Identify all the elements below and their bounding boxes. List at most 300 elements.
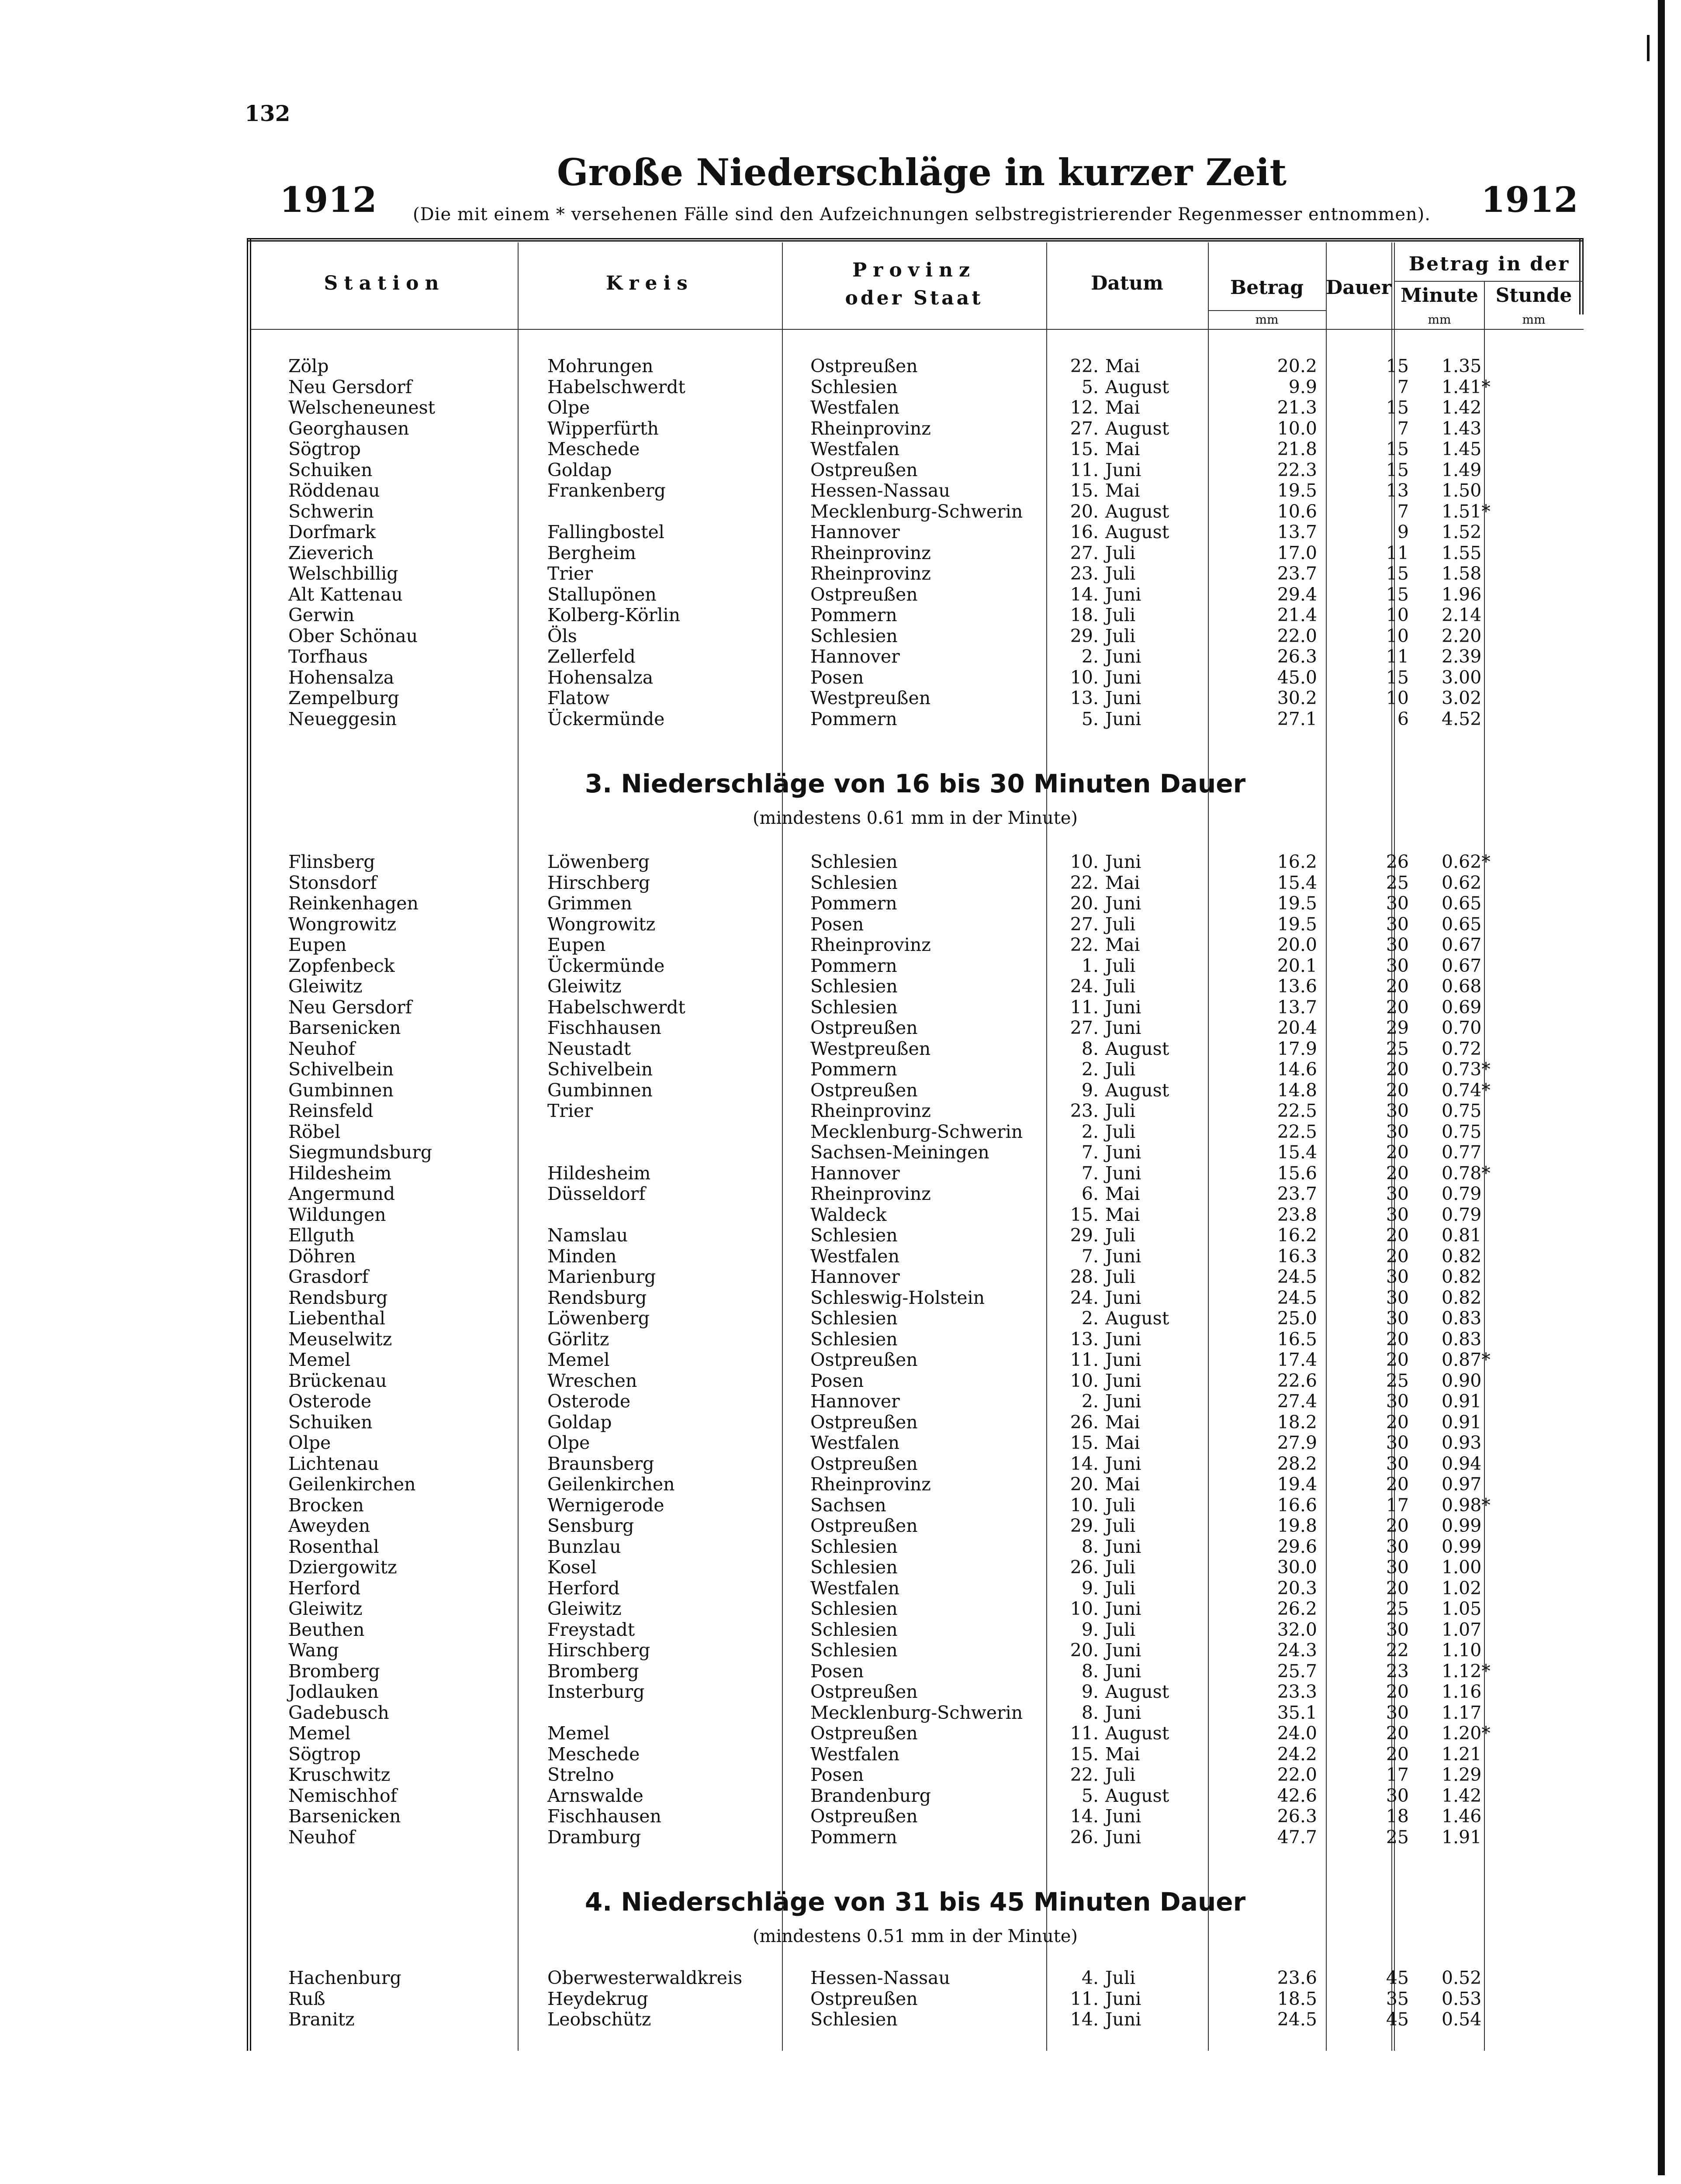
- kreis-cell: Mohrungen: [547, 356, 654, 377]
- provinz-cell: Schlesien: [810, 1536, 898, 1557]
- datum-day-cell: 2.: [1081, 646, 1099, 667]
- datum-day-cell: 14.: [1070, 584, 1099, 605]
- kreis-cell: Schivelbein: [547, 1059, 653, 1080]
- datum-month-cell: Juni: [1105, 459, 1141, 480]
- provinz-cell: Rheinprovinz: [810, 934, 931, 955]
- dauer-cell: 10: [1386, 688, 1409, 708]
- dauer-cell: 25: [1386, 1826, 1409, 1848]
- table-row: [247, 1080, 1584, 1101]
- header-provinz: Provinz: [852, 259, 976, 281]
- dauer-cell: 35: [1386, 1988, 1409, 2009]
- datum-month-cell: Juni: [1105, 584, 1141, 605]
- betrag-cell: 10.6: [1277, 501, 1317, 522]
- station-cell: Ellguth: [288, 1225, 355, 1246]
- datum-day-cell: 14.: [1070, 2009, 1099, 2030]
- minute-cell: 1.21: [1442, 1743, 1482, 1765]
- table-row: [247, 1225, 1584, 1246]
- betrag-cell: 15.4: [1277, 1142, 1317, 1163]
- datum-day-cell: 11.: [1070, 459, 1099, 480]
- datum-day-cell: 5.: [1081, 376, 1099, 397]
- minute-cell: 0.99: [1442, 1536, 1482, 1557]
- minute-cell: 2.20: [1442, 625, 1482, 646]
- kreis-cell: Habelschwerdt: [547, 376, 685, 397]
- station-cell: Brocken: [288, 1494, 364, 1516]
- section4-title: 4. Niederschläge von 31 bis 45 Minuten Dauer: [585, 1887, 1246, 1917]
- table-row: [247, 852, 1584, 873]
- table-row: [247, 997, 1584, 1018]
- provinz-cell: Schlesien: [810, 1619, 898, 1640]
- datum-month-cell: Juli: [1105, 563, 1136, 584]
- minute-cell: 0.53: [1442, 1988, 1482, 2009]
- station-cell: Gerwin: [288, 605, 355, 625]
- station-cell: Gleiwitz: [288, 1598, 363, 1619]
- datum-month-cell: August: [1105, 501, 1169, 522]
- dauer-cell: 30: [1386, 1619, 1409, 1640]
- station-cell: Kruschwitz: [288, 1764, 391, 1785]
- datum-day-cell: 29.: [1070, 1225, 1099, 1246]
- kreis-cell: Olpe: [547, 1432, 590, 1453]
- year-right: 1912: [1481, 179, 1578, 220]
- dauer-cell: 18: [1386, 1806, 1409, 1827]
- betrag-cell: 20.1: [1277, 955, 1317, 976]
- provinz-cell: Westfalen: [810, 1743, 899, 1765]
- header-betrag-in-der: Betrag in der: [1408, 253, 1570, 275]
- minute-cell: 1.50: [1442, 480, 1482, 501]
- betrag-cell: 16.3: [1277, 1245, 1317, 1267]
- minute-cell: 0.81: [1442, 1225, 1482, 1246]
- datum-day-cell: 10.: [1070, 1370, 1099, 1391]
- dauer-cell: 25: [1386, 1038, 1409, 1059]
- station-cell: Meuselwitz: [288, 1328, 392, 1350]
- datum-day-cell: 23.: [1070, 563, 1099, 584]
- datum-day-cell: 10.: [1070, 851, 1099, 872]
- betrag-cell: 32.0: [1277, 1619, 1317, 1640]
- datum-day-cell: 11.: [1070, 1988, 1099, 2009]
- dauer-cell: 17: [1386, 1764, 1409, 1785]
- betrag-cell: 15.4: [1277, 872, 1317, 893]
- kreis-cell: Fallingbostel: [547, 522, 664, 543]
- datum-month-cell: Juni: [1105, 996, 1141, 1018]
- section3-rows: [247, 852, 1584, 1848]
- provinz-cell: Sachsen-Meiningen: [810, 1142, 989, 1163]
- dauer-cell: 30: [1386, 1391, 1409, 1412]
- datum-day-cell: 29.: [1070, 625, 1099, 646]
- header-datum: Datum: [1091, 272, 1163, 294]
- kreis-cell: Wreschen: [547, 1370, 637, 1391]
- betrag-cell: 42.6: [1277, 1785, 1317, 1806]
- datum-day-cell: 23.: [1070, 1100, 1099, 1121]
- table-row: [247, 1039, 1584, 1060]
- station-cell: Stonsdorf: [288, 872, 377, 893]
- minute-cell: 0.52: [1442, 1967, 1482, 1988]
- datum-month-cell: Juli: [1105, 1121, 1136, 1142]
- datum-month-cell: Juli: [1105, 1515, 1136, 1536]
- station-cell: Röbel: [288, 1121, 341, 1142]
- station-cell: Hohensalza: [288, 667, 394, 688]
- station-cell: Rendsburg: [288, 1287, 388, 1308]
- betrag-cell: 22.0: [1277, 625, 1317, 646]
- datum-month-cell: Juni: [1105, 1598, 1141, 1619]
- datum-month-cell: Mai: [1105, 1183, 1140, 1204]
- minute-cell: 2.39: [1442, 646, 1482, 667]
- table-row: [247, 480, 1584, 501]
- dauer-cell: 20: [1386, 1349, 1409, 1370]
- datum-day-cell: 14.: [1070, 1806, 1099, 1827]
- datum-month-cell: August: [1105, 1681, 1169, 1702]
- datum-day-cell: 9.: [1081, 1079, 1099, 1101]
- table-row: [247, 1989, 1584, 2010]
- station-cell: Neuhof: [288, 1038, 355, 1059]
- betrag-cell: 19.5: [1277, 893, 1317, 914]
- provinz-cell: Schlesien: [810, 851, 898, 872]
- datum-day-cell: 11.: [1070, 1723, 1099, 1744]
- table-row: [247, 935, 1584, 956]
- provinz-cell: Ostpreußen: [810, 356, 918, 377]
- minute-cell: 1.45: [1442, 439, 1482, 460]
- datum-month-cell: Juli: [1105, 1494, 1136, 1516]
- table-row: [247, 1599, 1584, 1620]
- betrag-cell: 27.9: [1277, 1432, 1317, 1453]
- dauer-cell: 20: [1386, 1328, 1409, 1350]
- betrag-cell: 13.7: [1277, 522, 1317, 543]
- datum-month-cell: Juni: [1105, 1660, 1141, 1682]
- datum-day-cell: 22.: [1070, 356, 1099, 377]
- dauer-cell: 20: [1386, 1577, 1409, 1599]
- provinz-cell: Rheinprovinz: [810, 1100, 931, 1121]
- table-row: [247, 1205, 1584, 1226]
- station-cell: Neu Gersdorf: [288, 376, 412, 397]
- dauer-cell: 10: [1386, 625, 1409, 646]
- betrag-cell: 14.6: [1277, 1059, 1317, 1080]
- provinz-cell: Schlesien: [810, 872, 898, 893]
- kreis-cell: Memel: [547, 1723, 610, 1744]
- kreis-cell: Wernigerode: [547, 1494, 664, 1516]
- betrag-cell: 19.5: [1277, 913, 1317, 935]
- datum-month-cell: Juni: [1105, 1328, 1141, 1350]
- datum-day-cell: 27.: [1070, 913, 1099, 935]
- betrag-cell: 16.6: [1277, 1494, 1317, 1516]
- station-cell: Liebenthal: [288, 1308, 385, 1329]
- datum-month-cell: Juli: [1105, 1059, 1136, 1080]
- kreis-cell: Öls: [547, 625, 577, 646]
- station-cell: Geilenkirchen: [288, 1474, 416, 1495]
- kreis-cell: Herford: [547, 1577, 620, 1599]
- datum-month-cell: August: [1105, 418, 1169, 439]
- kreis-cell: Hohensalza: [547, 667, 654, 688]
- dauer-cell: 17: [1386, 1494, 1409, 1516]
- kreis-cell: Oberwesterwaldkreis: [547, 1967, 743, 1988]
- betrag-cell: 23.7: [1277, 563, 1317, 584]
- dauer-cell: 20: [1386, 1142, 1409, 1163]
- dauer-cell: 22: [1386, 1640, 1409, 1661]
- betrag-cell: 23.8: [1277, 1204, 1317, 1225]
- unit-stunde: mm: [1522, 312, 1546, 327]
- dauer-cell: 20: [1386, 976, 1409, 997]
- station-cell: Röddenau: [288, 480, 380, 501]
- table-row: [247, 1059, 1584, 1080]
- table-row: [247, 646, 1584, 667]
- betrag-cell: 16.2: [1277, 1225, 1317, 1246]
- provinz-cell: Rheinprovinz: [810, 542, 931, 563]
- page-subtitle: (Die mit einem * versehenen Fälle sind den Aufzeichnungen selbstregistrierender Regenmesser entnommen).: [413, 204, 1431, 225]
- betrag-cell: 18.2: [1277, 1411, 1317, 1433]
- betrag-cell: 16.2: [1277, 851, 1317, 872]
- datum-month-cell: Juli: [1105, 1619, 1136, 1640]
- header-dauer: Dauer: [1326, 276, 1391, 299]
- betrag-cell: 22.6: [1277, 1370, 1317, 1391]
- table-row: [247, 1968, 1584, 1989]
- betrag-cell: 21.3: [1277, 397, 1317, 418]
- datum-day-cell: 10.: [1070, 667, 1099, 688]
- provinz-cell: Posen: [810, 1370, 864, 1391]
- station-cell: Reinsfeld: [288, 1100, 374, 1121]
- kreis-cell: Eupen: [547, 934, 606, 955]
- datum-day-cell: 15.: [1070, 1432, 1099, 1453]
- provinz-cell: Westfalen: [810, 439, 899, 460]
- provinz-cell: Mecklenburg-Schwerin: [810, 1121, 1023, 1142]
- dauer-cell: 11: [1386, 646, 1409, 667]
- provinz-cell: Ostpreußen: [810, 1681, 918, 1702]
- minute-cell: 0.69: [1442, 996, 1482, 1018]
- table-row: [247, 1391, 1584, 1412]
- kreis-cell: Gleiwitz: [547, 976, 622, 997]
- dauer-cell: 29: [1386, 1017, 1409, 1038]
- table-row: [247, 1744, 1584, 1765]
- table-row: [247, 1184, 1584, 1205]
- betrag-unit-rule: [1208, 310, 1326, 311]
- header-stunde: Stunde: [1495, 284, 1572, 307]
- kreis-cell: Ückermünde: [547, 955, 665, 976]
- table-row: [247, 1412, 1584, 1433]
- table-row: [247, 439, 1584, 460]
- datum-month-cell: Mai: [1105, 439, 1140, 460]
- datum-day-cell: 4.: [1081, 1967, 1099, 1988]
- datum-month-cell: Mai: [1105, 1743, 1140, 1765]
- datum-day-cell: 29.: [1070, 1515, 1099, 1536]
- station-cell: Jodlauken: [288, 1681, 379, 1702]
- minute-cell: 0.62*: [1442, 851, 1491, 872]
- kreis-cell: Bergheim: [547, 542, 636, 563]
- minute-cell: 0.77: [1442, 1142, 1482, 1163]
- table-row: [247, 2009, 1584, 2030]
- datum-day-cell: 22.: [1070, 872, 1099, 893]
- dauer-cell: 30: [1386, 1100, 1409, 1121]
- betrag-cell: 20.4: [1277, 1017, 1317, 1038]
- unit-minute: mm: [1428, 312, 1451, 327]
- datum-day-cell: 18.: [1070, 605, 1099, 625]
- table-row: [247, 976, 1584, 997]
- dauer-cell: 7: [1397, 501, 1409, 522]
- dauer-cell: 20: [1386, 996, 1409, 1018]
- dauer-cell: 25: [1386, 1370, 1409, 1391]
- provinz-cell: Pommern: [810, 955, 897, 976]
- kreis-cell: Namslau: [547, 1225, 628, 1246]
- datum-month-cell: August: [1105, 1308, 1169, 1329]
- betrag-cell: 47.7: [1277, 1826, 1317, 1848]
- datum-day-cell: 2.: [1081, 1059, 1099, 1080]
- minute-cell: 0.91: [1442, 1411, 1482, 1433]
- betrag-cell: 23.3: [1277, 1681, 1317, 1702]
- dauer-cell: 9: [1397, 522, 1409, 543]
- dauer-cell: 20: [1386, 1681, 1409, 1702]
- provinz-cell: Waldeck: [810, 1204, 887, 1225]
- kreis-cell: Fischhausen: [547, 1017, 661, 1038]
- dauer-cell: 11: [1386, 542, 1409, 563]
- betrag-cell: 19.8: [1277, 1515, 1317, 1536]
- provinz-cell: Westfalen: [810, 1577, 899, 1599]
- provinz-cell: Pommern: [810, 893, 897, 914]
- datum-month-cell: Juni: [1105, 646, 1141, 667]
- provinz-cell: Pommern: [810, 1826, 897, 1848]
- provinz-cell: Pommern: [810, 1059, 897, 1080]
- minute-cell: 3.02: [1442, 688, 1482, 708]
- datum-month-cell: Juni: [1105, 851, 1141, 872]
- betrag-cell: 27.4: [1277, 1391, 1317, 1412]
- dauer-cell: 30: [1386, 1785, 1409, 1806]
- kreis-cell: Gleiwitz: [547, 1598, 622, 1619]
- minute-cell: 0.94: [1442, 1453, 1482, 1474]
- table-row: [247, 1557, 1584, 1578]
- kreis-cell: Insterburg: [547, 1681, 645, 1702]
- table-row: [247, 1682, 1584, 1703]
- station-cell: Zopfenbeck: [288, 955, 395, 976]
- dauer-cell: 45: [1386, 1967, 1409, 1988]
- table-row: [247, 1474, 1584, 1495]
- betrag-cell: 45.0: [1277, 667, 1317, 688]
- datum-day-cell: 26.: [1070, 1411, 1099, 1433]
- station-cell: Flinsberg: [288, 851, 375, 872]
- minute-cell: 4.52: [1442, 708, 1482, 729]
- table-row: [247, 1786, 1584, 1807]
- station-cell: Wang: [288, 1640, 339, 1661]
- minute-cell: 3.00: [1442, 667, 1482, 688]
- minute-cell: 0.68: [1442, 976, 1482, 997]
- provinz-cell: Westfalen: [810, 397, 899, 418]
- provinz-cell: Posen: [810, 913, 864, 935]
- datum-day-cell: 22.: [1070, 934, 1099, 955]
- datum-day-cell: 28.: [1070, 1266, 1099, 1287]
- datum-day-cell: 5.: [1081, 1785, 1099, 1806]
- dauer-cell: 30: [1386, 1204, 1409, 1225]
- datum-month-cell: August: [1105, 1723, 1169, 1744]
- datum-day-cell: 15.: [1070, 439, 1099, 460]
- station-cell: Ober Schönau: [288, 625, 418, 646]
- minute-cell: 0.54: [1442, 2009, 1482, 2030]
- datum-day-cell: 9.: [1081, 1577, 1099, 1599]
- table-row: [247, 1827, 1584, 1848]
- datum-day-cell: 20.: [1070, 501, 1099, 522]
- kreis-cell: Ückermünde: [547, 708, 665, 729]
- kreis-cell: Marienburg: [547, 1266, 656, 1287]
- minute-cell: 1.91: [1442, 1826, 1482, 1848]
- datum-day-cell: 7.: [1081, 1162, 1099, 1184]
- minute-cell: 1.12*: [1442, 1660, 1491, 1682]
- datum-month-cell: Juli: [1105, 1225, 1136, 1246]
- dauer-cell: 20: [1386, 1723, 1409, 1744]
- dauer-cell: 20: [1386, 1411, 1409, 1433]
- table-row: [247, 543, 1584, 564]
- station-cell: Reinkenhagen: [288, 893, 419, 914]
- datum-day-cell: 27.: [1070, 418, 1099, 439]
- kreis-cell: Löwenberg: [547, 1308, 650, 1329]
- kreis-cell: Bromberg: [547, 1660, 639, 1682]
- table-row: [247, 1516, 1584, 1537]
- station-cell: Gadebusch: [288, 1702, 389, 1723]
- station-cell: Dorfmark: [288, 522, 376, 543]
- table-top-rule: [247, 238, 1584, 242]
- datum-day-cell: 2.: [1081, 1391, 1099, 1412]
- betrag-cell: 28.2: [1277, 1453, 1317, 1474]
- kreis-cell: Flatow: [547, 688, 610, 708]
- table-row: [247, 584, 1584, 605]
- provinz-cell: Westfalen: [810, 1432, 899, 1453]
- datum-day-cell: 20.: [1070, 1640, 1099, 1661]
- minute-cell: 1.00: [1442, 1557, 1482, 1578]
- datum-day-cell: 8.: [1081, 1038, 1099, 1059]
- datum-day-cell: 10.: [1070, 1598, 1099, 1619]
- provinz-cell: Ostpreußen: [810, 584, 918, 605]
- datum-month-cell: Juli: [1105, 955, 1136, 976]
- provinz-cell: Rheinprovinz: [810, 418, 931, 439]
- minute-cell: 0.65: [1442, 913, 1482, 935]
- provinz-cell: Pommern: [810, 708, 897, 729]
- betrag-cell: 19.4: [1277, 1474, 1317, 1495]
- table-row: [247, 1163, 1584, 1184]
- datum-month-cell: Juli: [1105, 1557, 1136, 1578]
- minute-cell: 1.52: [1442, 522, 1482, 543]
- table-row: [247, 563, 1584, 584]
- betrag-cell: 25.0: [1277, 1308, 1317, 1329]
- dauer-cell: 15: [1386, 397, 1409, 418]
- dauer-cell: 45: [1386, 2009, 1409, 2030]
- provinz-cell: Rheinprovinz: [810, 1183, 931, 1204]
- header-station: Station: [324, 272, 445, 294]
- datum-month-cell: Juli: [1105, 1967, 1136, 1988]
- datum-day-cell: 9.: [1081, 1681, 1099, 1702]
- table-row: [247, 1578, 1584, 1599]
- betrag-cell: 24.2: [1277, 1743, 1317, 1765]
- datum-month-cell: August: [1105, 1079, 1169, 1101]
- table-row: [247, 1018, 1584, 1039]
- provinz-cell: Schleswig-Holstein: [810, 1287, 985, 1308]
- kreis-cell: Wipperfürth: [547, 418, 659, 439]
- station-cell: Zölp: [288, 356, 329, 377]
- provinz-cell: Schlesien: [810, 2009, 898, 2030]
- betrag-cell: 20.3: [1277, 1577, 1317, 1599]
- kreis-cell: Rendsburg: [547, 1287, 647, 1308]
- datum-day-cell: 7.: [1081, 1142, 1099, 1163]
- provinz-cell: Hannover: [810, 522, 900, 543]
- provinz-cell: Brandenburg: [810, 1785, 931, 1806]
- datum-month-cell: Mai: [1105, 934, 1140, 955]
- kreis-cell: Zellerfeld: [547, 646, 636, 667]
- station-cell: Zieverich: [288, 542, 374, 563]
- dauer-cell: 30: [1386, 1453, 1409, 1474]
- kreis-cell: Goldap: [547, 459, 612, 480]
- kreis-cell: Dramburg: [547, 1826, 641, 1848]
- table-row: [247, 688, 1584, 709]
- datum-month-cell: August: [1105, 1785, 1169, 1806]
- datum-month-cell: Juni: [1105, 1349, 1141, 1370]
- datum-day-cell: 16.: [1070, 522, 1099, 543]
- betrag-cell: 21.4: [1277, 605, 1317, 625]
- datum-month-cell: Juni: [1105, 667, 1141, 688]
- station-cell: Memel: [288, 1723, 351, 1744]
- betrag-cell: 21.8: [1277, 439, 1317, 460]
- betrag-cell: 22.3: [1277, 459, 1317, 480]
- header-betrag: Betrag: [1230, 276, 1304, 299]
- betrag-cell: 15.6: [1277, 1162, 1317, 1184]
